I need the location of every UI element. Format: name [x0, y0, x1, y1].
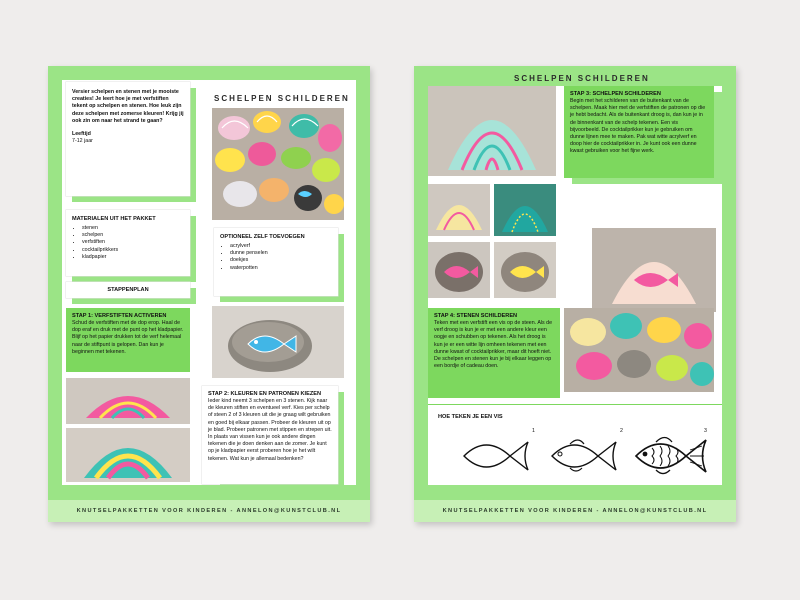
- divider: [428, 404, 722, 405]
- page-footer: KNUTSELPAKKETTEN VOOR KINDEREN - ANNELON@KUNSTCLUB.NL: [414, 500, 736, 522]
- stone-photo-2: [494, 242, 556, 298]
- intro-text: Versier schelpen en stenen met je mooiste creaties! Je leert hoe je met verfstiften tekent op schelpen en stenen. Hoe leuk zijn deze schelpen met zomerse kleuren! Krijg jij ook zin om naar het strand te gaan?: [72, 89, 184, 124]
- step4-text: Teken met een verfstift een vis op de steen. Als de verf droog is kun je er met een andere kleur een oogje en schubben op tekenen. Als het droog is kun je er een witte lijn omheen tekenen met een dunne kwast of cocktailprikker, maar dit hoeft niet. De schelpen en stenen kun je bij elkaar leggen op een bordje of cadeau doen.: [434, 320, 553, 370]
- list-item: • schelpen: [82, 232, 184, 239]
- fish-drawing-2: [546, 434, 626, 478]
- step3-box: [564, 86, 714, 178]
- step1-box: [66, 308, 190, 372]
- list-item: • dunne penselen: [230, 250, 332, 257]
- step3-text: Begin met het schilderen van de buitenkant van de schelpen. Maak hier met de verfstiften de patronen op die je hebt bedacht. Als de buitenkant droog is, dan kun je in de binnenkant van de schelp tekenen. Een vis bijvoorbeeld. De cocktailprikker kun je gebruiken om dunne lijnen mee te maken. Pak wat witte acrylverf en doop hier de cocktailprikker in. Je kunt ook een dunne kwast gebruiken voor het fijne werk.: [570, 98, 706, 155]
- page-right-content: [428, 86, 722, 485]
- age-label: Leeftijd: [72, 131, 91, 138]
- step2-text: Ieder kind neemt 3 schelpen en 3 stenen. Kijk naar de kleuren stiften en eventueel verf. Kies per schelp of steen 2 of 3 kleuren uit die je graag wilt gebruiken en goed bij elkaar passen. Probeer de kleuren uit op je blad. Probeer patronen met stippen en strepen uit. In plaats van vissen kun je ook andere dingen tekenen die je doen denken aan de zomer. Je kunt op je kladpapier eerst proberen hoe je het wilt tekenen. Wat kun je allemaal bedenken?: [208, 398, 332, 462]
- shell-photo-3: [428, 184, 490, 236]
- big-shell-photo: [428, 86, 556, 176]
- fish-step-number: 1: [532, 428, 535, 434]
- page-left-content: [62, 80, 356, 485]
- step3-heading: STAP 3: SCHELPEN SCHILDEREN: [570, 91, 661, 97]
- page-right: [414, 66, 736, 522]
- collection-photo: [564, 308, 714, 392]
- list-item: • verfstiften: [82, 239, 184, 246]
- page-title: SCHELPEN SCHILDEREN: [514, 74, 650, 83]
- shell-photo-1: [66, 378, 190, 424]
- materials-box: [66, 210, 190, 276]
- stone-fish-photo: [212, 306, 344, 378]
- stappenplan-heading: STAPPENPLAN: [107, 287, 149, 293]
- shell-fish-photo: [592, 228, 716, 312]
- step4-box: [428, 308, 560, 398]
- list-item: • cocktailprikkers: [82, 247, 184, 254]
- page-title: SCHELPEN SCHILDEREN: [214, 94, 350, 103]
- list-item: • stenen: [82, 225, 184, 232]
- materials-list: [72, 225, 184, 261]
- page-footer: KNUTSELPAKKETTEN VOOR KINDEREN - ANNELON@KUNSTCLUB.NL: [48, 500, 370, 522]
- stappenplan-banner: [66, 282, 190, 298]
- optional-heading: OPTIONEEL ZELF TOEVOEGEN: [220, 234, 305, 240]
- list-item: • kladpapier: [82, 254, 184, 261]
- fish-step-number: 2: [620, 428, 623, 434]
- step2-heading: STAP 2: KLEUREN EN PATRONEN KIEZEN: [208, 391, 322, 397]
- optional-box: [214, 228, 338, 296]
- age-value: 7-12 jaar: [72, 138, 93, 145]
- fish-drawing-1: [458, 434, 538, 478]
- shell-photo-2: [66, 428, 190, 482]
- shells-photo: [212, 108, 344, 220]
- fish-drawing-3: [630, 432, 716, 480]
- step1-heading: STAP 1: VERFSTIFTEN ACTIVEREN: [72, 313, 167, 319]
- list-item: • acrylverf: [230, 243, 332, 250]
- step1-text: Schud de verfstiften met de dop erop. Haal de dop eraf en druk met de punt op het kladpapier. Blijf op het papier drukken tot de verf helemaal naar de stiftpunt is gelopen. Dan kun je beginnen met tekenen.: [72, 320, 184, 355]
- list-item: • doekjes: [230, 257, 332, 264]
- step2-box: [202, 386, 338, 484]
- fish-step-number: 3: [704, 428, 707, 434]
- intro-box: [66, 82, 190, 196]
- step4-heading: STAP 4: STENEN SCHILDEREN: [434, 313, 518, 319]
- fish-heading: HOE TEKEN JE EEN VIS: [438, 414, 503, 420]
- page-left: [48, 66, 370, 522]
- materials-heading: MATERIALEN UIT HET PAKKET: [72, 216, 156, 222]
- stone-photo-1: [428, 242, 490, 298]
- shell-photo-4: [494, 184, 556, 236]
- list-item: • waterpotten: [230, 265, 332, 272]
- optional-list: [220, 243, 332, 272]
